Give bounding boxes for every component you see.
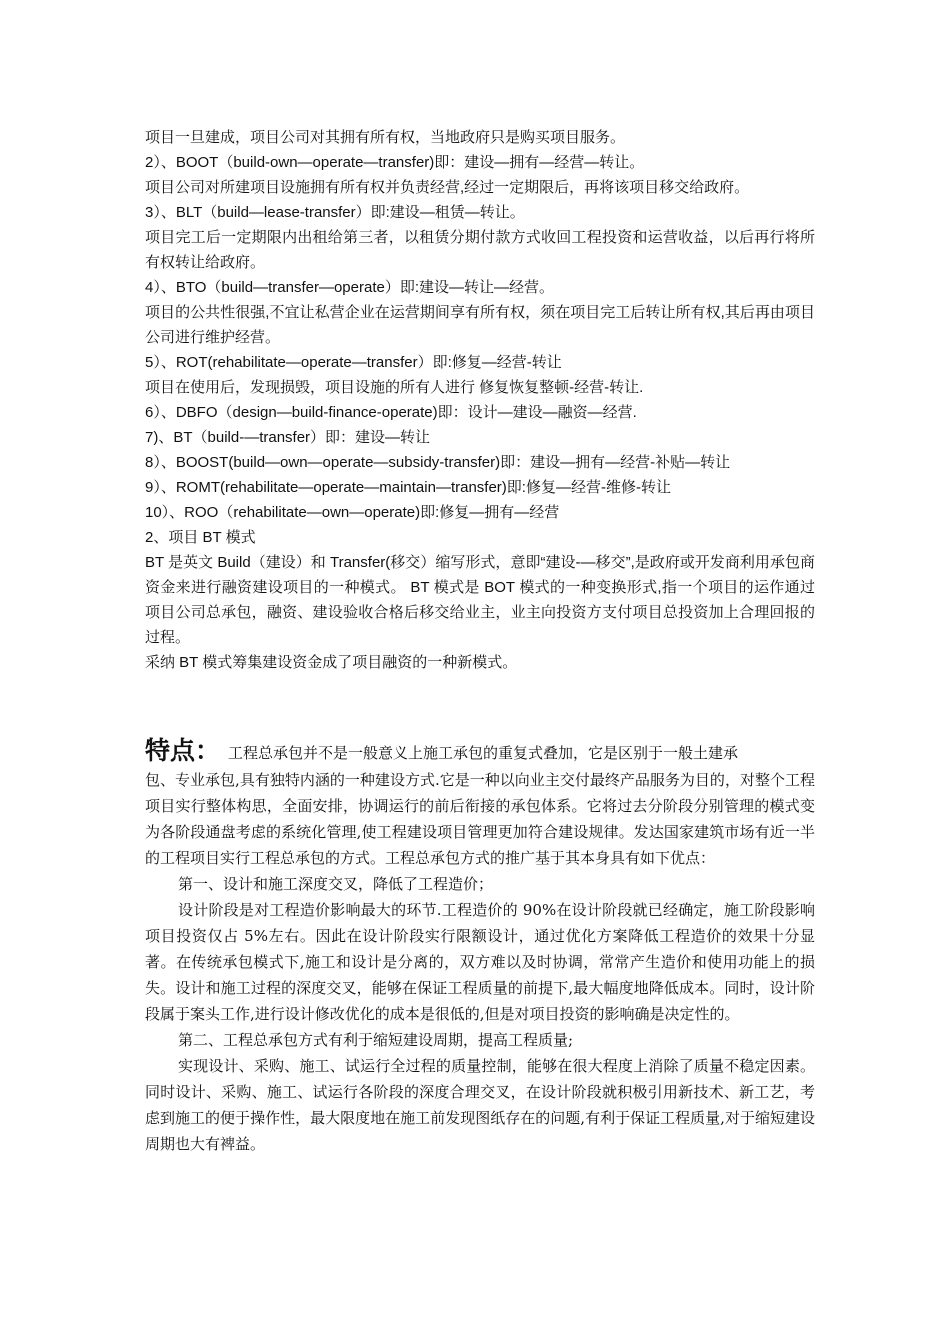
list-item-bto: 4）、BTO（build—transfer—operate）即:建设—转让—经营。 xyxy=(145,279,554,296)
section-title-bt-mode: 2、项目 BT 模式 xyxy=(145,529,256,546)
paragraph: 设计阶段是对工程造价影响最大的环节.工程造价的 90%在设计阶段就已经确定，施工阶段影响项目投资仅占 5%左右。因此在设计阶段实行限额设计，通过优化方案降低工程造价的效果十分显著。在传统承包模式下,施工和设计是分离的，双方难以及时协调，常常产生造价和使用功能上的损失。设计和施工过程的深度交叉，能够在保证工程质量的前提下,最大幅度地降低成本。同时，设计阶段属于案头工作,进行设计修改优化的成本是很低的,但是对项目投资的影响确是决定性的。 xyxy=(145,901,815,1023)
paragraph: 项目在使用后，发现损毁，项目设施的所有人进行 修复恢复整顿-经营-转让. xyxy=(145,379,644,396)
paragraph: 项目一旦建成，项目公司对其拥有所有权，当地政府只是购买项目服务。 xyxy=(145,129,626,146)
features-intro-line xyxy=(145,733,815,771)
features-intro-first-line: 工程总承包并不是一般意义上施工承包的重复式叠加，它是区别于一般土建承 xyxy=(228,744,739,762)
list-item-rot: 5）、ROT(rehabilitate—operate—transfer）即:修复—经营-转让 xyxy=(145,354,562,371)
list-item-blt: 3）、BLT（build—lease-transfer）即:建设—租赁—转让。 xyxy=(145,204,525,221)
list-item-dbfo: 6）、DBFO（design—build-finance-operate)即：设计—建设—融资—经营. xyxy=(145,404,637,421)
paragraph: 项目公司对所建项目设施拥有所有权并负责经营,经过一定期限后，再将该项目移交给政府。 xyxy=(145,179,750,196)
features-section xyxy=(145,733,815,1157)
paragraph: 项目完工后一定期限内出租给第三者，以租赁分期付款方式收回工程投资和运营收益，以后再行将所有权转让给政府。 xyxy=(145,229,815,271)
paragraph: 实现设计、采购、施工、试运行全过程的质量控制，能够在很大程度上消除了质量不稳定因素。同时设计、采购、施工、试运行各阶段的深度合理交叉，在设计阶段就积极引用新技术、新工艺，考虑到施工的便于操作性，最大限度地在施工前发现图纸存在的问题,有利于保证工程质量,对于缩短建设周期也大有裨益。 xyxy=(145,1057,815,1153)
list-item-roo: 10）、ROO（rehabilitate—own—operate)即:修复—拥有—经营 xyxy=(145,504,560,521)
paragraph: BT 是英文 Build（建设）和 Transfer(移交）缩写形式，意即“建设-—移交”,是政府或开发商利用承包商资金来进行融资建设项目的一种模式。 BT 模式是 BOT 模式的一种变换形式,指一个项目的运作通过项目公司总承包，融资、建设验收合格后移交给业主，业主向投资方支付项目总投资加上合理回报的过程。 xyxy=(145,554,815,646)
features-intro-paragraph: 包、专业承包,具有独特内涵的一种建设方式.它是一种以向业主交付最终产品服务为目的，对整个工程项目实行整体构思，全面安排，协调运行的前后衔接的承包体系。它将过去分阶段分别管理的模式变为各阶段通盘考虑的系统化管理,使工程建设项目管理更加符合建设规律。发达国家建筑市场有近一半的工程项目实行工程总承包的方式。工程总承包方式的推广基于其本身具有如下优点： xyxy=(145,771,815,867)
list-item-romt: 9）、ROMT(rehabilitate—operate—maintain—transfer)即:修复—经营-维修-转让 xyxy=(145,479,671,496)
list-item-bt: 7)、BT（build-—transfer）即：建设—转让 xyxy=(145,429,431,446)
point-heading-2: 第二、工程总承包方式有利于缩短建设周期，提高工程质量; xyxy=(178,1031,574,1049)
features-heading: 特点： xyxy=(145,736,221,765)
list-item-boot: 2）、BOOT（build-own—operate—transfer)即：建设—拥有—经营—转让。 xyxy=(145,154,645,171)
point-heading-1: 第一、设计和施工深度交叉，降低了工程造价； xyxy=(178,875,494,893)
paragraph: 项目的公共性很强,不宜让私营企业在运营期间享有所有权，须在项目完工后转让所有权,其后再由项目公司进行维护经营。 xyxy=(145,304,815,346)
bt-models-section xyxy=(145,125,815,675)
list-item-boost: 8）、BOOST(build—own—operate—subsidy-transfer)即：建设—拥有—经营-补贴—转让 xyxy=(145,454,731,471)
paragraph: 采纳 BT 模式筹集建设资金成了项目融资的一种新模式。 xyxy=(145,654,518,671)
